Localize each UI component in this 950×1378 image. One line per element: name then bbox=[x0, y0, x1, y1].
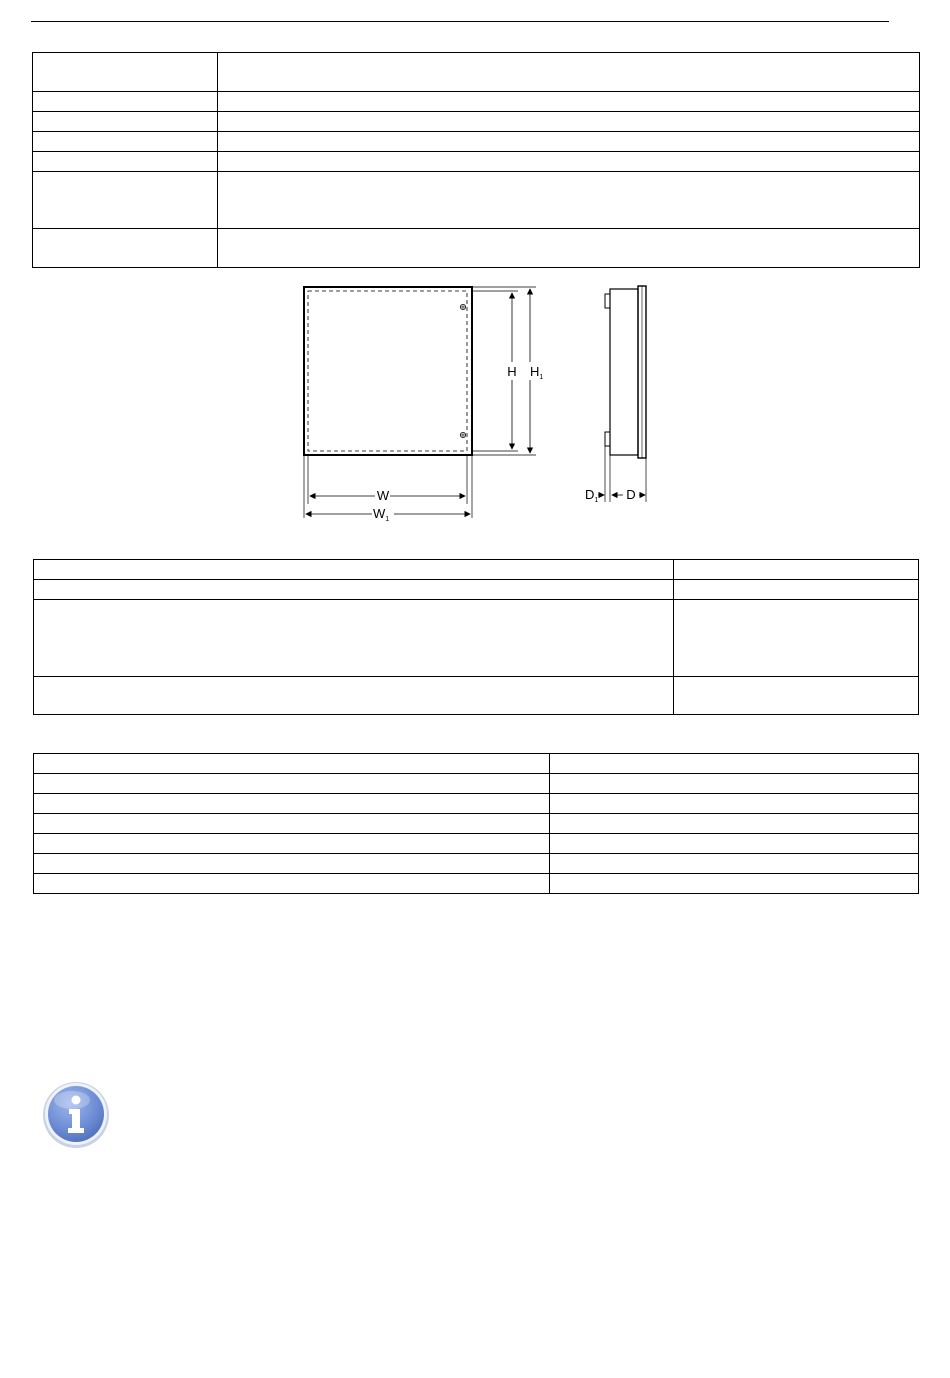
mid-label-cell bbox=[34, 677, 674, 715]
mid-label-cell bbox=[34, 580, 674, 600]
front-view bbox=[304, 287, 543, 523]
dimension-label-w1: $W_1$ bbox=[373, 506, 390, 523]
height-dimension bbox=[507, 293, 516, 449]
table-row bbox=[34, 874, 919, 894]
spec-label-cell bbox=[33, 53, 218, 92]
spec-label-cell bbox=[33, 92, 218, 112]
bottom-value-cell bbox=[550, 854, 919, 874]
side-view bbox=[585, 286, 646, 504]
table-row bbox=[33, 152, 920, 172]
bottom-label-cell bbox=[34, 814, 550, 834]
bottom-label-cell bbox=[34, 854, 550, 874]
bottom-value-cell bbox=[550, 874, 919, 894]
screw-icon bbox=[460, 304, 465, 309]
spec-value-cell bbox=[218, 92, 920, 112]
table-row bbox=[33, 112, 920, 132]
bottom-table bbox=[33, 753, 919, 894]
header-rule bbox=[31, 21, 889, 22]
outer-width-dimension bbox=[306, 506, 470, 523]
table-row bbox=[34, 794, 919, 814]
info-icon bbox=[40, 1078, 112, 1150]
mid-table bbox=[33, 559, 919, 715]
spec-value-cell bbox=[218, 112, 920, 132]
spec-label-cell bbox=[33, 172, 218, 229]
spec-value-cell bbox=[218, 152, 920, 172]
table-row bbox=[34, 580, 919, 600]
table-row bbox=[34, 560, 919, 580]
bottom-value-cell bbox=[550, 834, 919, 854]
width-dimension bbox=[310, 488, 465, 503]
side-body bbox=[610, 289, 638, 455]
screw-icon bbox=[460, 432, 465, 437]
dimension-label-h: H bbox=[507, 364, 517, 379]
spec-value-cell bbox=[218, 132, 920, 152]
bottom-label-cell bbox=[34, 774, 550, 794]
table-row bbox=[34, 677, 919, 715]
table-row bbox=[33, 172, 920, 229]
spec-value-cell bbox=[218, 53, 920, 92]
bottom-label-cell bbox=[34, 754, 550, 774]
table-row bbox=[34, 814, 919, 834]
spec-value-cell bbox=[218, 172, 920, 229]
mid-label-cell bbox=[34, 600, 674, 677]
spec-value-cell bbox=[218, 229, 920, 268]
spec-label-cell bbox=[33, 112, 218, 132]
bottom-label-cell bbox=[34, 834, 550, 854]
mid-value-cell bbox=[674, 677, 919, 715]
dimension-label-w: W bbox=[376, 488, 390, 503]
bottom-label-cell bbox=[34, 794, 550, 814]
bottom-value-cell bbox=[550, 814, 919, 834]
mid-label-cell bbox=[34, 560, 674, 580]
table-row bbox=[34, 754, 919, 774]
outer-height-dimension bbox=[530, 289, 543, 453]
dimension-label-d: D bbox=[626, 487, 636, 502]
front-panel-outline bbox=[304, 287, 472, 455]
table-row bbox=[33, 53, 920, 92]
mounting-bracket bbox=[605, 294, 610, 308]
bottom-label-cell bbox=[34, 874, 550, 894]
mounting-bracket bbox=[605, 432, 610, 446]
spec-label-cell bbox=[33, 229, 218, 268]
enclosure-dimension-drawing bbox=[290, 282, 670, 527]
bottom-value-cell bbox=[550, 794, 919, 814]
table-row bbox=[34, 834, 919, 854]
mid-value-cell bbox=[674, 580, 919, 600]
spec-label-cell bbox=[33, 132, 218, 152]
table-row bbox=[33, 229, 920, 268]
bottom-value-cell bbox=[550, 774, 919, 794]
spec-label-cell bbox=[33, 152, 218, 172]
depth-dimension bbox=[612, 487, 645, 502]
mid-value-cell bbox=[674, 600, 919, 677]
front-panel-inner-dashed bbox=[308, 291, 467, 451]
table-row bbox=[33, 132, 920, 152]
table-row bbox=[34, 854, 919, 874]
mid-value-cell bbox=[674, 560, 919, 580]
mount-depth-dimension bbox=[585, 487, 604, 504]
bottom-value-cell bbox=[550, 754, 919, 774]
table-row bbox=[34, 600, 919, 677]
table-row bbox=[33, 92, 920, 112]
dimension-label-d1: $D_1$ bbox=[585, 487, 599, 504]
dimension-label-h1: $H_1$ bbox=[530, 364, 544, 381]
table-row bbox=[34, 774, 919, 794]
spec-table bbox=[32, 52, 920, 268]
